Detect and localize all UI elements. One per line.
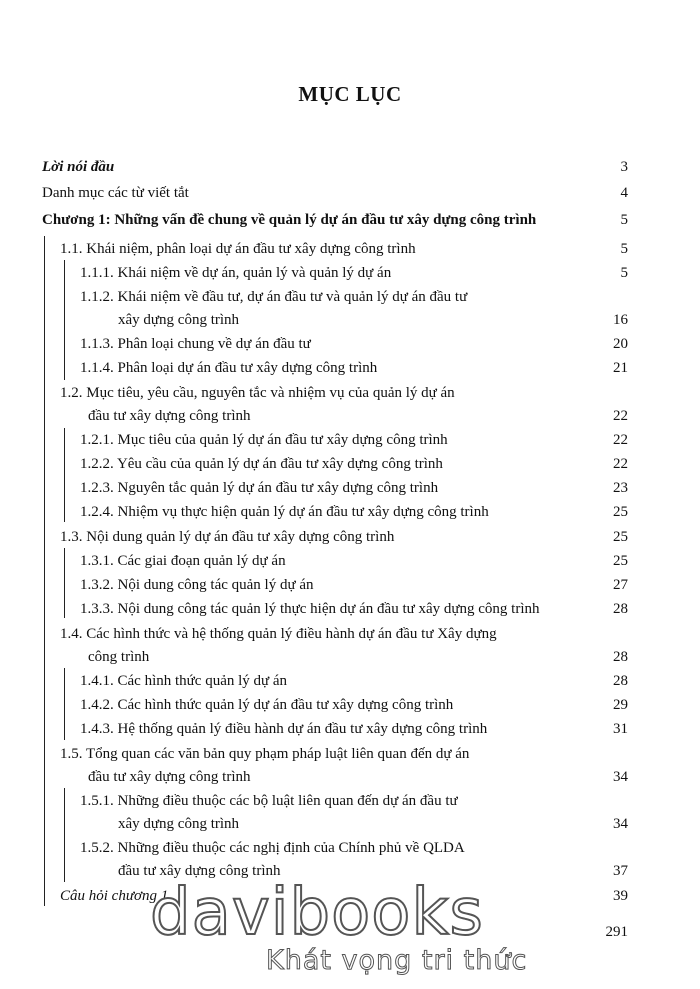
toc-subsection (0, 428, 700, 452)
toc-subsection (0, 261, 700, 285)
toc-section (0, 381, 700, 405)
toc-subsection (0, 693, 700, 717)
toc-subsection (0, 669, 700, 693)
toc-entry (0, 181, 700, 205)
toc-entry-page: 23 (613, 480, 628, 496)
toc-entry-title: 1.2.2. Yêu cầu của quản lý dự án đầu tư xây dựng công trình (80, 456, 443, 472)
toc-entry-title: 1.5. Tổng quan các văn bản quy phạm pháp luật liên quan đến dự án (60, 746, 470, 762)
toc-entry-title: 1.1.1. Khái niệm về dự án, quản lý và quản lý dự án (80, 265, 392, 281)
toc-section-cont (0, 645, 700, 669)
toc-entry-page: 34 (613, 769, 628, 785)
toc-subsection (0, 452, 700, 476)
toc-subsection-cont (0, 308, 700, 332)
toc-entry-title: 1.3.3. Nội dung công tác quản lý thực hiện dự án đầu tư xây dựng công trình (80, 601, 540, 617)
toc-entry-continuation: đầu tư xây dựng công trình (88, 408, 251, 424)
toc-entry-title: 1.4. Các hình thức và hệ thống quản lý điều hành dự án đầu tư Xây dựng (60, 626, 497, 642)
toc-entry-title: Danh mục các từ viết tắt (42, 185, 189, 201)
toc-entry-page: 39 (613, 888, 628, 904)
toc-entry-page: 29 (613, 697, 628, 713)
toc-subsection (0, 573, 700, 597)
toc-section-cont (0, 765, 700, 789)
toc-entry-continuation: xây dựng công trình (118, 312, 240, 328)
toc-subsection (0, 356, 700, 380)
toc-entry-title: 1.1.2. Khái niệm về đầu tư, dự án đầu tư và quản lý dự án đầu tư (80, 289, 468, 305)
toc-entry-continuation: xây dựng công trình (118, 816, 240, 832)
toc-subsection (0, 500, 700, 524)
toc-subsection (0, 789, 700, 813)
toc-entry-page: 5 (620, 265, 628, 281)
toc-entry-page: 34 (613, 816, 628, 832)
toc-entry-page: 22 (613, 408, 628, 424)
toc-rule-section (64, 788, 65, 882)
toc-rule-section (64, 548, 65, 618)
toc-entry-title: 1.5.2. Những điều thuộc các nghị định của Chính phủ về QLDA (80, 840, 465, 856)
toc-entry-continuation: công trình (88, 649, 150, 665)
toc-entry-title: 1.4.1. Các hình thức quản lý dự án (80, 673, 288, 689)
toc-entry-title: 1.1. Khái niệm, phân loại dự án đầu tư xây dựng công trình (60, 241, 416, 257)
toc-entry-continuation: đầu tư xây dựng công trình (118, 863, 281, 879)
toc-entry-title: 1.2.4. Nhiệm vụ thực hiện quản lý dự án đầu tư xây dựng công trình (80, 504, 489, 520)
toc-entry-page: 25 (613, 553, 628, 569)
toc-subsection (0, 717, 700, 741)
toc-entry-page: 16 (613, 312, 628, 328)
toc-entry-page: 5 (620, 212, 628, 228)
toc-subsection-cont (0, 812, 700, 836)
watermark-slogan: Khát vọng tri thức (266, 945, 528, 976)
toc-entry-title: 1.1.4. Phân loại dự án đầu tư xây dựng công trình (80, 360, 378, 376)
toc-entry-page: 21 (613, 360, 628, 376)
toc-entry-title: 1.4.3. Hệ thống quản lý điều hành dự án đầu tư xây dựng công trình (80, 721, 488, 737)
toc-entry-continuation: đầu tư xây dựng công trình (88, 769, 251, 785)
toc-entry-page: 22 (613, 456, 628, 472)
toc-entry-title: 1.5.1. Những điều thuộc các bộ luật liên quan đến dự án đầu tư (80, 793, 458, 809)
toc-entry (0, 155, 700, 179)
toc-rule-chapter (44, 236, 45, 906)
toc-rule-section (64, 668, 65, 740)
watermark-brand: davibooks (150, 876, 484, 950)
toc-subsection (0, 549, 700, 573)
toc-subsection (0, 476, 700, 500)
toc-entry-title: 1.4.2. Các hình thức quản lý dự án đầu tư xây dựng công trình (80, 697, 454, 713)
toc-rule-section (64, 260, 65, 380)
toc-entry-title: 1.3.1. Các giai đoạn quản lý dự án (80, 553, 286, 569)
toc-entry-title: 1.2. Mục tiêu, yêu cầu, nguyên tắc và nhiệm vụ của quản lý dự án (60, 385, 455, 401)
toc-section-cont (0, 404, 700, 428)
toc-entry-title: Lời nói đầu (42, 159, 115, 175)
toc-entry-page: 28 (613, 673, 628, 689)
toc-section (0, 622, 700, 646)
toc-entry-page: 5 (620, 241, 628, 257)
toc-section (0, 237, 700, 261)
toc-entry-page: 20 (613, 336, 628, 352)
toc-entry-page: 37 (613, 863, 628, 879)
toc-entry-page: 31 (613, 721, 628, 737)
toc-entry-title: Câu hỏi chương 1 (60, 888, 169, 904)
toc-subsection (0, 836, 700, 860)
toc-entry-page: 27 (613, 577, 628, 593)
toc-entry-page: 3 (620, 159, 628, 175)
toc-entry-title: 1.2.3. Nguyên tắc quản lý dự án đầu tư xây dựng công trình (80, 480, 439, 496)
page-title: MỤC LỤC (298, 82, 402, 106)
toc-section (0, 525, 700, 549)
toc-entry-title: Chương 1: Những vấn đề chung về quản lý dự án đầu tư xây dựng công trình (42, 212, 537, 228)
toc-entry-page: 4 (620, 185, 628, 201)
page-number: 291 (605, 924, 628, 940)
toc-entry-page: 28 (613, 649, 628, 665)
toc-subsection (0, 597, 700, 621)
toc-section (0, 742, 700, 766)
toc-subsection (0, 285, 700, 309)
toc-entry-title: 1.3. Nội dung quản lý dự án đầu tư xây dựng công trình (60, 529, 395, 545)
toc-entry-title: 1.1.3. Phân loại chung về dự án đầu tư (80, 336, 311, 352)
toc-entry-title: 1.2.1. Mục tiêu của quản lý dự án đầu tư xây dựng công trình (80, 432, 448, 448)
toc-entry-page: 25 (613, 504, 628, 520)
toc-entry-page: 22 (613, 432, 628, 448)
toc-rule-section (64, 428, 65, 522)
toc-chapter (0, 208, 700, 232)
toc-entry-page: 25 (613, 529, 628, 545)
toc-subsection (0, 332, 700, 356)
toc-entry-page: 28 (613, 601, 628, 617)
toc-entry-title: 1.3.2. Nội dung công tác quản lý dự án (80, 577, 314, 593)
